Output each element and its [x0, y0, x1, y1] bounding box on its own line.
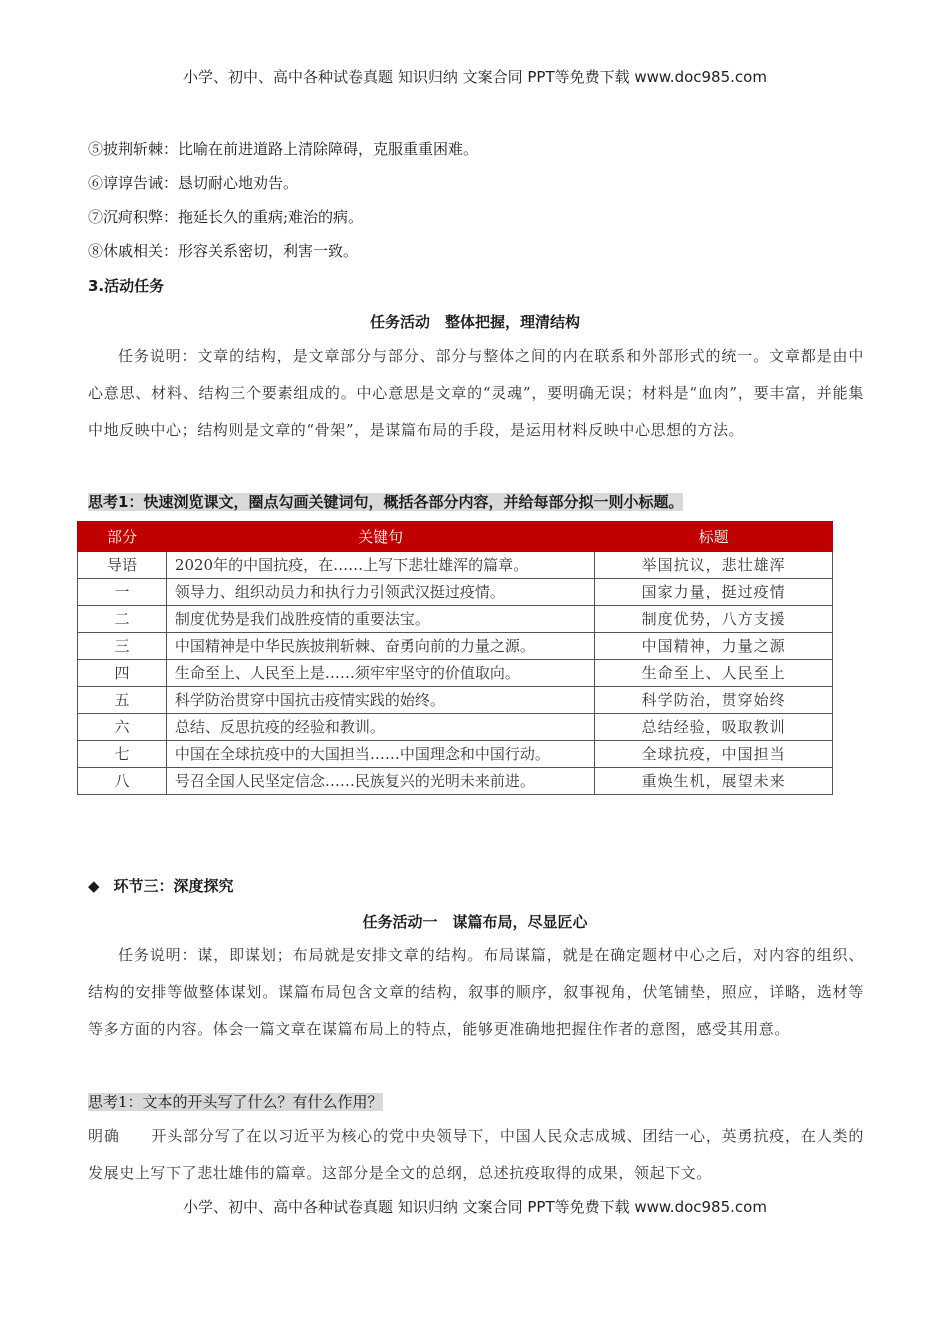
- key-sentence-cell: 号召全国人民坚定信念……民族复兴的光明未来前进。: [166, 768, 594, 795]
- table-row: [78, 768, 833, 795]
- think-question-text: 思考1：快速浏览课文，圈点勾画关键词句，概括各部分内容，并给每部分拟一则小标题。: [88, 493, 684, 511]
- column-header: 标题: [595, 522, 833, 552]
- key-sentence-cell: 2020年的中国抗疫，在……上写下悲壮雄浑的篇章。: [166, 552, 594, 579]
- task-title: 任务活动一 谋篇布局，尽显匠心: [362, 913, 588, 931]
- table-row: [78, 606, 833, 633]
- page-header: 小学、初中、高中各种试卷真题 知识归纳 文案合同 PPT等免费下载 www.doc985.com: [183, 68, 767, 86]
- key-sentence-cell: 中国在全球抗疫中的大国担当……中国理念和中国行动。: [166, 741, 594, 768]
- key-sentence-cell: 总结、反思抗疫的经验和教训。: [166, 714, 594, 741]
- part-cell: 一: [78, 579, 167, 606]
- answer-text: 开头部分写了在以习近平为核心的党中央领导下，中国人民众志成城、团结一心，英勇抗疫，在人类的发展史上写下了悲壮雄伟的篇章。这部分是全文的总纲，总述抗疫取得的成果，领起下文。: [88, 1127, 864, 1182]
- part-cell: 六: [78, 714, 167, 741]
- part-cell: 八: [78, 768, 167, 795]
- part-cell: 导语: [78, 552, 167, 579]
- task-description: 任务说明：文章的结构，是文章部分与部分、部分与整体之间的内在联系和外部形式的统一。文章都是由中心意思、材料、结构三个要素组成的。中心意思是文章的“灵魂”，要明确无误；材料是“血肉”，要丰富，并能集中地反映中心；结构则是文章的“骨架”，是谋篇布局的手段，是运用材料反映中心思想的方法。: [88, 347, 864, 439]
- key-sentence-cell: 制度优势是我们战胜疫情的重要法宝。: [166, 606, 594, 633]
- table-row: [78, 579, 833, 606]
- key-sentence-table: [77, 521, 833, 795]
- table-header-row: [78, 522, 833, 552]
- column-header: 关键句: [166, 522, 594, 552]
- column-header: 部分: [78, 522, 167, 552]
- table-row: [78, 714, 833, 741]
- key-sentence-cell: 生命至上、人民至上是……须牢牢坚守的价值取向。: [166, 660, 594, 687]
- title-cell: 重焕生机，展望未来: [595, 768, 833, 795]
- think-question: [88, 1092, 383, 1112]
- table-row: [78, 552, 833, 579]
- task-description: 任务说明：谋，即谋划；布局就是安排文章的结构。布局谋篇，就是在确定题材中心之后，对内容的组织、结构的安排等做整体谋划。谋篇布局包含文章的结构，叙事的顺序，叙事视角，伏笔铺垫，照应，详略，选材等等多方面的内容。体会一篇文章在谋篇布局上的特点，能够更准确地把握住作者的意图，感受其用意。: [88, 946, 864, 1038]
- vocab-item: ⑤披荆斩棘：比喻在前进道路上清除障碍，克服重重困难。: [88, 140, 479, 158]
- vocab-item: ⑥谆谆告诫：恳切耐心地劝告。: [88, 174, 299, 192]
- part-cell: 七: [78, 741, 167, 768]
- answer-label: 明确: [88, 1127, 120, 1145]
- part-cell: 四: [78, 660, 167, 687]
- section-label: [88, 876, 234, 896]
- part-cell: 三: [78, 633, 167, 660]
- think-question: [88, 492, 683, 512]
- title-cell: 生命至上、人民至上: [595, 660, 833, 687]
- table-row: [78, 687, 833, 714]
- title-cell: 总结经验，吸取教训: [595, 714, 833, 741]
- title-cell: 全球抗疫，中国担当: [595, 741, 833, 768]
- title-cell: 制度优势，八方支援: [595, 606, 833, 633]
- page-footer: 小学、初中、高中各种试卷真题 知识归纳 文案合同 PPT等免费下载 www.doc985.com: [183, 1198, 767, 1216]
- title-cell: 国家力量，挺过疫情: [595, 579, 833, 606]
- title-cell: 科学防治，贯穿始终: [595, 687, 833, 714]
- section-label-text: 环节三：深度探究: [113, 877, 234, 895]
- title-cell: 举国抗议，悲壮雄浑: [595, 552, 833, 579]
- part-cell: 五: [78, 687, 167, 714]
- vocab-item: ⑧休戚相关：形容关系密切，利害一致。: [88, 242, 359, 260]
- key-sentence-cell: 科学防治贯穿中国抗击疫情实践的始终。: [166, 687, 594, 714]
- answer-paragraph: [88, 1118, 864, 1192]
- task-title: 任务活动 整体把握，理清结构: [369, 313, 580, 331]
- table-row: [78, 741, 833, 768]
- table-row: [78, 660, 833, 687]
- think-question-text: 思考1：文本的开头写了什么？有什么作用？: [88, 1093, 383, 1111]
- section-heading: 3.活动任务: [88, 277, 165, 295]
- title-cell: 中国精神，力量之源: [595, 633, 833, 660]
- table-row: [78, 633, 833, 660]
- part-cell: 二: [78, 606, 167, 633]
- diamond-bullet-icon: ◆: [88, 877, 100, 895]
- key-sentence-cell: 中国精神是中华民族披荆斩棘、奋勇向前的力量之源。: [166, 633, 594, 660]
- key-sentence-cell: 领导力、组织动员力和执行力引领武汉挺过疫情。: [166, 579, 594, 606]
- vocab-item: ⑦沉疴积弊：拖延长久的重病;难治的病。: [88, 208, 364, 226]
